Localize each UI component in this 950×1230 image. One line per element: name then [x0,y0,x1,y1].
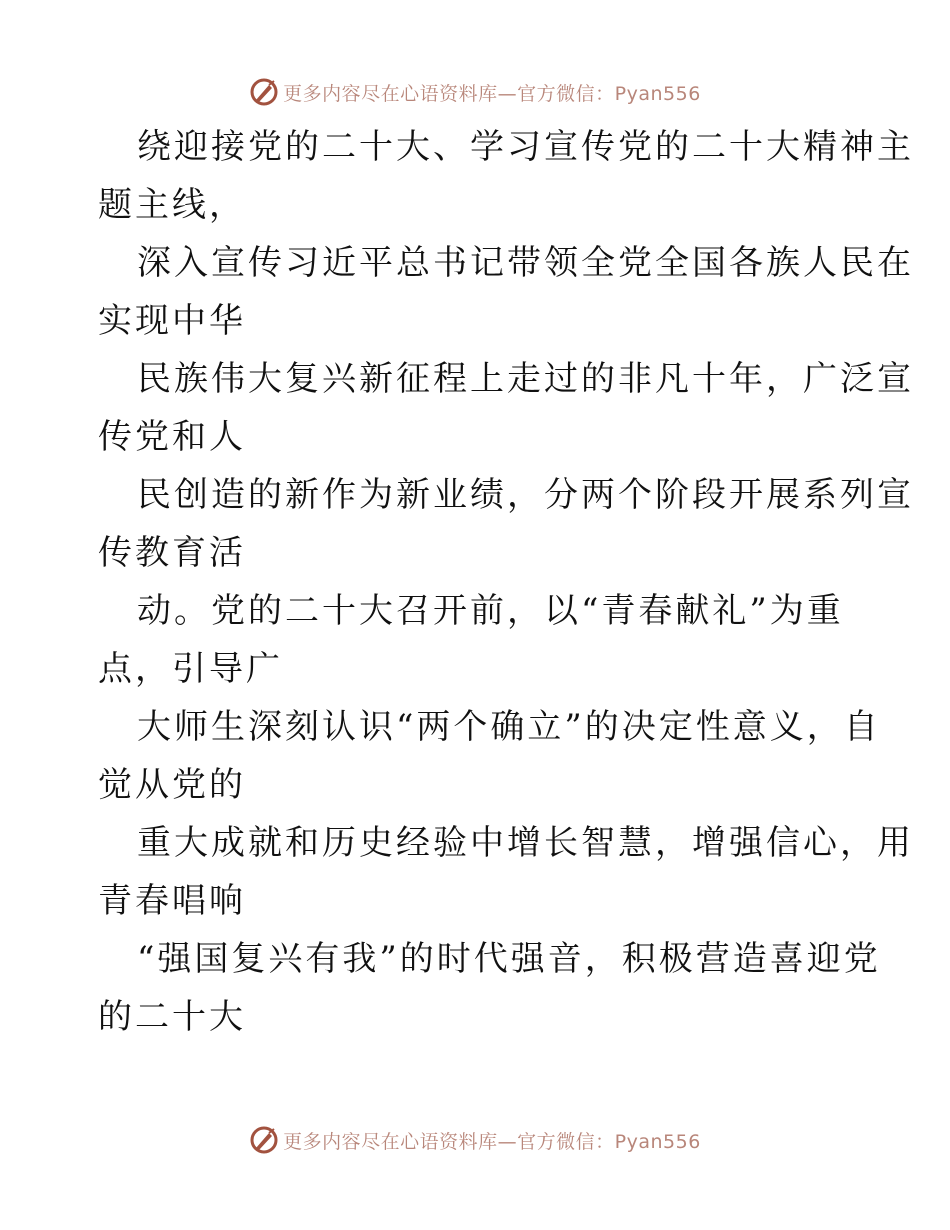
text-line: 青春唱响 [98,881,246,921]
text-line: 深入宣传习近平总书记带领全党全国各族人民在 [137,243,914,283]
text-line: 的二十大 [98,997,246,1037]
footer-banner-text: 更多内容尽在心语资料库—官方微信：Pyan556 [283,1130,701,1153]
text-line: 民创造的新作为新业绩，分两个阶段开展系列宣 [137,475,914,515]
text-line: 大师生深刻认识“两个确立”的决定性意义，自 [137,707,881,747]
quill-logo-icon [249,77,279,107]
text-line: 题主线， [98,185,246,225]
text-line: 觉从党的 [98,765,246,805]
text-line: 实现中华 [98,301,246,341]
text-line: 绕迎接党的二十大、学习宣传党的二十大精神主 [137,127,914,167]
header-banner-text: 更多内容尽在心语资料库—官方微信：Pyan556 [283,82,701,105]
text-line: 动。党的二十大召开前，以“青春献礼”为重 [137,591,844,631]
text-line: 民族伟大复兴新征程上走过的非凡十年，广泛宣 [137,359,914,399]
header-banner [0,72,950,112]
quill-logo-icon [249,1125,279,1155]
text-line: 重大成就和历史经验中增长智慧，增强信心，用 [137,823,914,863]
text-line: 点，引导广 [98,649,283,689]
text-line: “强国复兴有我”的时代强音，积极营造喜迎党 [137,939,881,979]
text-line: 传教育活 [98,533,246,573]
text-line: 传党和人 [98,417,246,457]
footer-banner [0,1120,950,1160]
